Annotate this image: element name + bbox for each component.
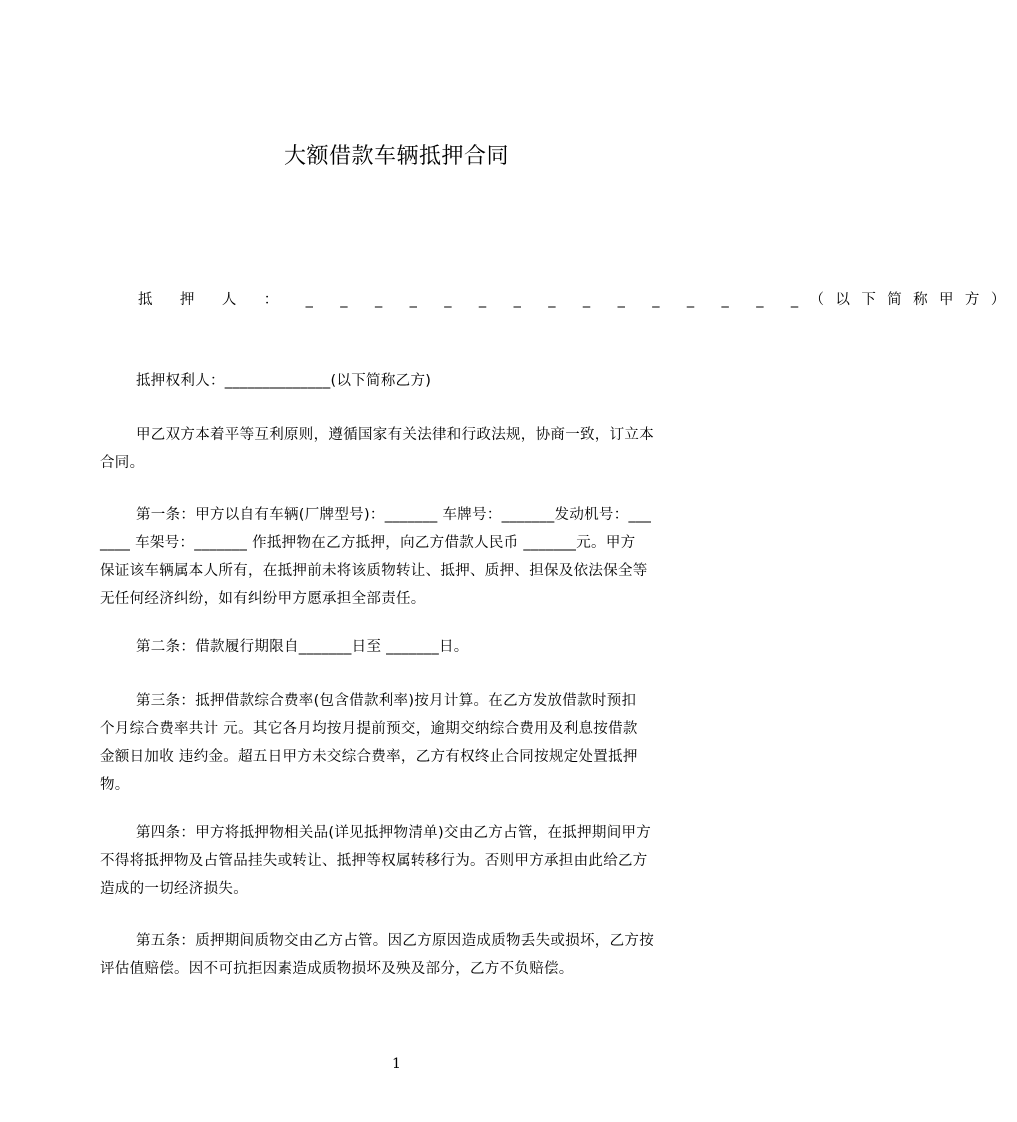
- article-1-paragraph: [100, 501, 705, 613]
- article-3-line: 金额日加收 违约金。超五日甲方未交综合费率，乙方有权终止合同按规定处置抵押: [100, 749, 638, 765]
- mortgagor-paragraph: [138, 286, 1017, 314]
- article-5-line: 第五条：质押期间质物交由乙方占管。因乙方原因造成质物丢失或损坏，乙方按: [136, 933, 654, 949]
- article-4-paragraph: [100, 819, 705, 903]
- article-2-paragraph: [100, 633, 705, 661]
- preamble-line: 合同。: [100, 455, 145, 471]
- article-1-line: 无任何经济纠纷，如有纠纷甲方愿承担全部责任。: [100, 591, 426, 607]
- article-5-line: 评估值赔偿。因不可抗拒因素造成质物损坏及殃及部分，乙方不负赔偿。: [100, 961, 574, 977]
- mortgagor-line: 抵 押 人 ： _ _ _ _ _ _ _ _ _ _ _ _ _ _ _（以下简称甲方）: [138, 292, 1017, 308]
- article-4-line: 不得将抵押物及占管品挂失或转让、抵押等权属转移行为。否则甲方承担由此给乙方: [100, 853, 648, 869]
- mortgagee-line: 抵押权利人：______________(以下简称乙方): [136, 373, 432, 389]
- article-1-line: 第一条：甲方以自有车辆(厂牌型号)：_______ 车牌号：_______发动机号：___: [136, 507, 652, 523]
- preamble-paragraph: [100, 421, 705, 477]
- document-title: 大额借款车辆抵押合同: [283, 144, 509, 169]
- article-3-line: 个月综合费率共计 元。其它各月均按月提前预交，逾期交纳综合费用及利息按借款: [100, 721, 638, 737]
- article-5-paragraph: [100, 927, 705, 983]
- article-1-line: 保证该车辆属本人所有，在抵押前未将该质物转让、抵押、质押、担保及依法保全等: [100, 563, 648, 579]
- article-4-line: 第四条：甲方将抵押物相关品(详见抵押物清单)交由乙方占管，在抵押期间甲方: [136, 825, 652, 841]
- article-1-line: ____ 车架号：_______ 作抵押物在乙方抵押，向乙方借款人民币 _______元。甲方: [100, 535, 636, 551]
- article-3-paragraph: [100, 687, 705, 799]
- page-number: 1: [392, 1056, 401, 1072]
- article-3-line: 物。: [100, 777, 130, 793]
- article-3-line: 第三条：抵押借款综合费率(包含借款利率)按月计算。在乙方发放借款时预扣: [136, 693, 637, 709]
- preamble-line: 甲乙双方本着平等互利原则，遵循国家有关法律和行政法规，协商一致，订立本: [136, 427, 654, 443]
- mortgagee-paragraph: [100, 367, 705, 395]
- article-4-line: 造成的一切经济损失。: [100, 881, 248, 897]
- article-2-line: 第二条：借款履行期限自_______日至 _______日。: [136, 639, 469, 655]
